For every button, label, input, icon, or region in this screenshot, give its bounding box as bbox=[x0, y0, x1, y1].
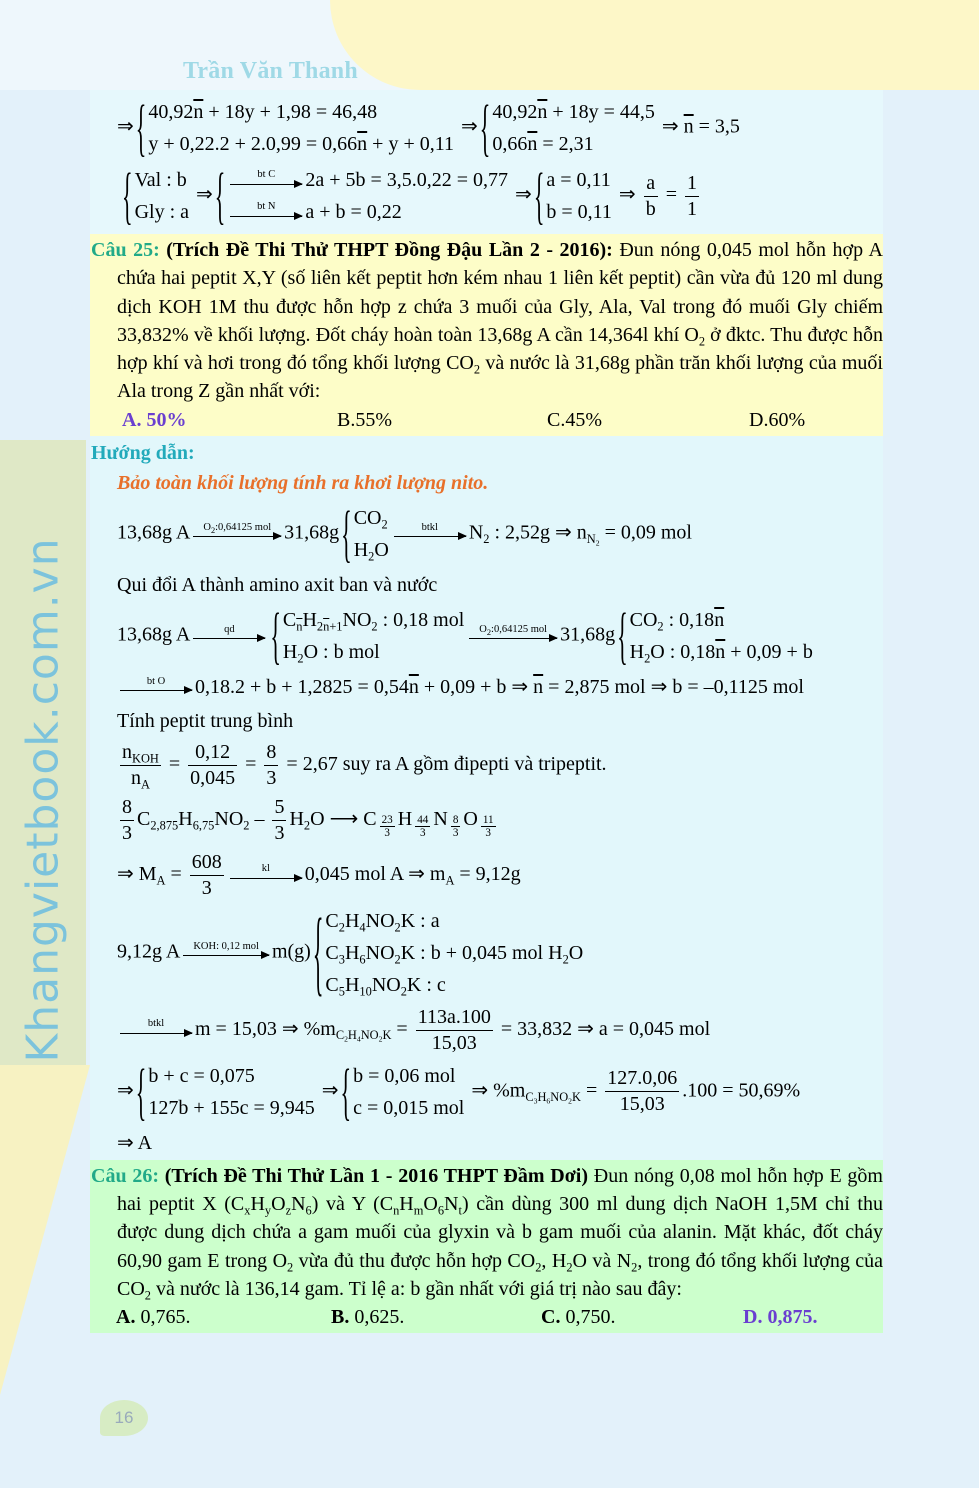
question-text bbox=[90, 236, 883, 406]
header-decoration bbox=[330, 0, 979, 90]
option-d[interactable] bbox=[743, 1303, 903, 1331]
fraction: 23 3 bbox=[381, 813, 393, 839]
brace: { bbox=[340, 1054, 352, 1127]
previous-solution bbox=[90, 90, 883, 234]
option-value: 0,875. bbox=[762, 1306, 818, 1329]
solution-line: 13,68g A qd { $C_{\overline{n}}H_{2\overline{n}+1}NO_2$ : 0,18 mol $H_2O$ : b mol $O_2:0,64125$ mol 31,68g { $CO_2$ : $0,18\overline{n}$ $H_2O$ : $0,18\overline{n} + 0,09 + b$ bbox=[117, 598, 813, 671]
equation-system: { $C_2H_4NO_2K$ : a $C_3H_6NO_2K$ : b + 0,045 mol $H_2O$ $C_5H_{10}NO_2K$ : c bbox=[312, 896, 584, 1005]
solution-guide bbox=[90, 436, 883, 1160]
fraction: $\frac{a}{b}$ bbox=[645, 171, 656, 220]
fraction: $\frac{1}{1}$ bbox=[686, 171, 697, 220]
option-a[interactable]: A. 50% bbox=[122, 408, 187, 431]
brace: { bbox=[135, 90, 147, 163]
option-a[interactable] bbox=[116, 1303, 331, 1331]
solution-line: 13,68g A $O_2:0,64125$ mol 31,68g { $CO_2$ $H_2O$ btkl $N_2$ : 2,52g ⇒ $n_{N_2} = 0,09$ mol bbox=[117, 496, 692, 569]
solution-line: ⇒ A bbox=[117, 1131, 153, 1154]
page-number: 16 bbox=[100, 1400, 148, 1436]
question-text bbox=[90, 1162, 883, 1303]
page-content bbox=[90, 90, 883, 1333]
option-d[interactable]: D.60% bbox=[749, 408, 806, 431]
equation-system: { a = 0,11 b = 0,11 bbox=[533, 158, 612, 231]
reaction-arrow: btkl bbox=[120, 1019, 192, 1034]
option-letter: C. bbox=[541, 1306, 561, 1329]
question-body: Đun nóng 0,08 mol hỗn hợp E gồm hai peptit X $(C_xH_yO_zN_6)$ và Y $(C_nH_mO_6N_t)$ cần dùng 300 ml dung dịch NaOH 1,5M chỉ thu được dung dịch chứa a gam muối của glyxin và b gam muối của alanin. Mặt khác, đốt cháy 60,90 gam E trong $O_2$ vừa đủ thu được hỗn hợp $CO_2$, $H_2O$ và $N_2$, trong đó tổng khối lượng của $CO_2$ và nước là 136,14 gam. Tỉ lệ a: b gần nhất với giá trị nào sau đây: bbox=[117, 1164, 884, 1303]
question-26 bbox=[90, 1160, 883, 1333]
option-c[interactable] bbox=[541, 1303, 743, 1331]
equation-system: { $CO_2$ : $0,18\overline{n}$ $H_2O$ : $0,18\overline{n} + 0,09 + b$ bbox=[617, 598, 813, 671]
answer-options bbox=[90, 406, 883, 434]
brace: { bbox=[479, 90, 491, 163]
option-value: 0,750. bbox=[560, 1306, 616, 1329]
reaction-arrow: $O_2:0,64125$ mol bbox=[193, 523, 281, 538]
option-c[interactable]: C.45% bbox=[547, 408, 602, 431]
brace: { bbox=[270, 598, 281, 671]
solution-line: bt O $0,18.2 + b + 1,2825 = 0,54\overline{n} + 0,09 + b$ ⇒ $\overline{n} = 2,875$ mol ⇒ b = –0,1125 mol bbox=[90, 672, 883, 702]
equation-line: { Val : b Gly : a ⇒ { bt C 2a + 5b = 3,5.0,22 = 0,77 bt N a + b = 0,22 ⇒ { a = 0,11 b = 0,11 ⇒ $\frac{a}{b}$ = $\frac{1}{1}$ bbox=[122, 158, 697, 231]
question-25 bbox=[90, 234, 883, 436]
corner-decoration bbox=[0, 1065, 90, 1395]
fraction: $\frac{8}{3}$ bbox=[122, 795, 132, 844]
option-letter: D. bbox=[743, 1306, 763, 1329]
fraction: 44 3 bbox=[417, 813, 429, 839]
option-b[interactable]: B.55% bbox=[337, 408, 392, 431]
fraction: $\frac{608}{3}$ bbox=[191, 850, 222, 899]
question-label: Câu 25: bbox=[91, 239, 160, 261]
option-b[interactable] bbox=[331, 1303, 541, 1331]
option-value: 0,625. bbox=[349, 1306, 405, 1329]
guide-hint: Bảo toàn khối lượng tính ra khơi lượng nito. bbox=[117, 471, 489, 494]
question-source: (Trích Đề Thi Thử THPT Đồng Đậu Lần 2 - 2016): bbox=[159, 239, 613, 261]
watermark-text: Khangvietbook.com.vn bbox=[17, 537, 69, 1063]
fraction: $\frac{n_{KOH}}{n_A}$ bbox=[122, 740, 159, 792]
fraction: $\frac{127.0,06}{15,03}$ bbox=[607, 1067, 678, 1116]
fraction: $\frac{8}{3}$ bbox=[266, 740, 277, 789]
brace: { bbox=[122, 158, 133, 231]
reaction-arrow: KOH: 0,12 mol bbox=[183, 942, 269, 957]
reaction-arrow: qd bbox=[193, 625, 265, 640]
solution-line: 9,12g A KOH: 0,12 mol m(g) { $C_2H_4NO_2K$ : a $C_3H_6NO_2K$ : b + 0,045 mol $H_2O$ $C_5H_{10}NO_2K$ : c bbox=[117, 896, 584, 1005]
brace: { bbox=[135, 1054, 147, 1127]
reaction-arrow: bt O bbox=[120, 677, 192, 692]
answer-options bbox=[90, 1303, 883, 1331]
brace: { bbox=[617, 598, 628, 671]
fraction: 11 3 bbox=[482, 813, 494, 839]
brace: { bbox=[533, 158, 545, 231]
solution-line: btkl m = 15,03 ⇒ $\%m_{C_2H_4NO_2K}$ = $\frac{113a.100}{15,03}$ = 33,832 ⇒ a = 0,045 mol bbox=[90, 1005, 883, 1056]
guide-title: Hướng dẫn: bbox=[91, 441, 195, 464]
fraction: 8 3 bbox=[452, 813, 459, 839]
equation-system: { $CO_2$ $H_2O$ bbox=[341, 496, 389, 569]
solution-line: $\frac{8}{3}$ $C_{2,875}H_{6,75}NO_2$ – $\frac{5}{3}$ $H_2O$ ⟶ C $_{\frac{23}{3}}$ H $_{\frac{44}{3}}$ N $_{\frac{8}{3}}$ O $_{\frac{11}{3}}$ bbox=[122, 795, 494, 844]
brace: { bbox=[341, 496, 352, 569]
equation-system: { $40,92\overline{n} + 18y = 44,5$ $0,66\overline{n} = 2,31$ bbox=[479, 90, 655, 163]
equation-system: { b = 0,06 mol c = 0,015 mol bbox=[340, 1054, 465, 1127]
equation-system: { bt C 2a + 5b = 3,5.0,22 = 0,77 bt N a + b = 0,22 bbox=[214, 158, 509, 231]
fraction: $\frac{0,12}{0,045}$ bbox=[190, 740, 236, 789]
solution-line: ⇒ $M_A$ = $\frac{608}{3}$ kl 0,045 mol A ⇒ $m_A = 9,12g$ bbox=[117, 850, 521, 899]
equation-system: { Val : b Gly : a bbox=[122, 158, 189, 231]
brace: { bbox=[312, 896, 324, 1005]
question-label: Câu 26: bbox=[91, 1164, 159, 1187]
option-letter: B. bbox=[331, 1306, 350, 1329]
equation-line: ⇒ { $40,92\overline{n} + 18y + 1,98 = 46,48$ $y + 0,22.2 + 2.0,99 = 0,66\overline{n} + y + 0,11$ ⇒ { $40,92\overline{n} + 18y = 44,5$ $0,66\overline{n} = 2,31$ ⇒ $\overline{n} = 3,5$ bbox=[117, 90, 740, 163]
fraction: $\frac{113a.100}{15,03}$ bbox=[417, 1005, 491, 1054]
solution-line: ⇒ { b + c = 0,075 127b + 155c = 9,945 ⇒ { b = 0,06 mol c = 0,015 mol ⇒ $\%m_{C_3H_6NO_2K}$ = $\frac{127.0,06}{15,03}$ .100 = 50,69% bbox=[117, 1054, 801, 1127]
reaction-arrow: bt N bbox=[230, 202, 302, 217]
option-letter: A. bbox=[116, 1306, 136, 1329]
solution-line: $\frac{n_{KOH}}{n_A}$ = $\frac{0,12}{0,045}$ = $\frac{8}{3}$ = 2,67 suy ra A gồm đipepti và tripeptit. bbox=[122, 740, 607, 792]
question-source: (Trích Đề Thi Thử Lần 1 - 2016 THPT Đầm Dơi) bbox=[158, 1164, 589, 1187]
option-value: 0,765. bbox=[135, 1306, 191, 1329]
equation-system: { $40,92\overline{n} + 18y + 1,98 = 46,48$ $y + 0,22.2 + 2.0,99 = 0,66\overline{n} + y + 0,11$ bbox=[135, 90, 454, 163]
solution-line: Tính peptit trung bình bbox=[117, 709, 294, 732]
fraction: $\frac{5}{3}$ bbox=[274, 795, 285, 844]
reaction-arrow: bt C bbox=[230, 170, 302, 185]
reaction-arrow: kl bbox=[230, 864, 302, 879]
question-body: Đun nóng 0,045 mol hỗn hợp A chứa hai peptit X,Y (số liên kết peptit hơn kém nhau 1 liên kết peptit) cần vừa đủ 120 ml dung dịch KOH 1M thu được hỗn hợp z chứa 3 muối của Gly, Ala, Val trong đó muối Gly chiếm 33,832% về khối lượng. Đốt cháy hoàn toàn 13,68g A cần 14,364l khí $O_2$ ở đktc. Thu được hỗn hợp khí và hơi trong đó tổng khối lượng $CO_2$ và nước là 31,68g phần trăn khối lượng của muối Ala trong Z gần nhất với: bbox=[117, 239, 883, 403]
equation-system: { b + c = 0,075 127b + 155c = 9,945 bbox=[135, 1054, 315, 1127]
author-name: Trần Văn Thanh bbox=[183, 58, 358, 84]
reaction-arrow: $O_2:0,64125$ mol bbox=[469, 625, 557, 640]
equation-system: { $C_{\overline{n}}H_{2\overline{n}+1}NO_2$ : 0,18 mol $H_2O$ : b mol bbox=[270, 598, 465, 671]
reaction-arrow: btkl bbox=[394, 523, 466, 538]
solution-line: Qui đổi A thành amino axit ban và nước bbox=[117, 573, 438, 596]
brace: { bbox=[214, 158, 226, 231]
